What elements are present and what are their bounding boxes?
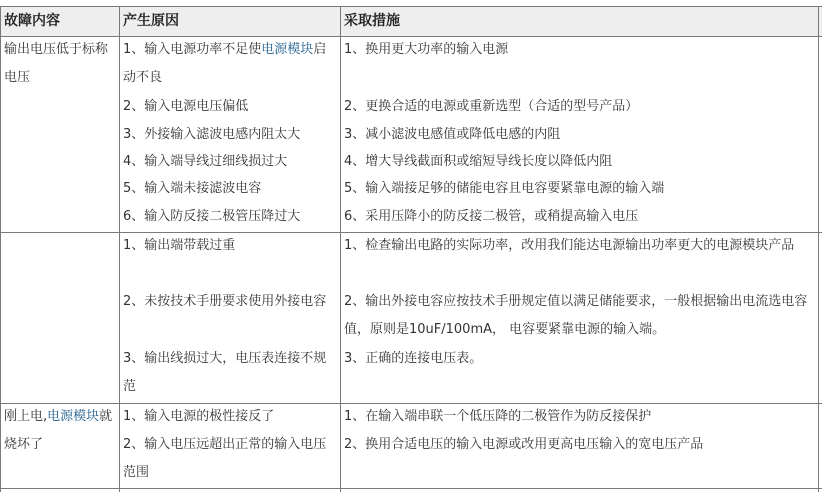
action-cell: 1、在输入端串联一个低压降的二极管作为防反接保护 (344, 409, 652, 424)
cause-cell: 1、输出端带载过重 (123, 238, 236, 253)
action-cell: 2、更换合适的电源或重新选型（合适的型号产品） (344, 99, 639, 114)
header-cause: 产生原因 (123, 13, 179, 29)
table-border (818, 6, 819, 492)
cause-cell: 2、输入电压远超出正常的输入电压范围 (123, 437, 327, 480)
power-module-link[interactable]: 电源模块 (47, 409, 100, 424)
fault-cell (4, 403, 116, 459)
action-cell: 1、换用更大功率的输入电源 (344, 42, 509, 57)
table-border (0, 6, 1, 492)
cause-text: 1、输入电源功率不足使 (123, 42, 262, 57)
cause-cell (123, 36, 339, 92)
table-border (119, 6, 120, 492)
cause-cell: 2、未按技术手册要求使用外接电容 (123, 294, 327, 309)
cause-cell: 3、输出线损过大，电压表连接不规范 (123, 351, 327, 394)
table-border (0, 488, 822, 489)
fault-text: 就烧坏了 (4, 409, 113, 452)
cause-text: 启动不良 (123, 42, 327, 85)
cause-cell: 3、外接输入滤波电感内阻太大 (123, 127, 301, 142)
action-cell: 5、输入端接足够的储能电容且电容要紧靠电源的输入端 (344, 181, 665, 196)
cause-cell: 5、输入端未接滤波电容 (123, 181, 262, 196)
cause-cell: 6、输入防反接二极管压降过大 (123, 209, 301, 224)
action-cell: 2、换用合适电压的输入电源或改用更高电压输入的宽电压产品 (344, 437, 704, 452)
action-cell: 1、检查输出电路的实际功率，改用我们能达电源输出功率更大的电源模块产品 (344, 238, 795, 253)
action-cell: 6、采用压降小的防反接二极管，或稍提高输入电压 (344, 209, 639, 224)
action-cell: 3、减小滤波电感值或降低电感的内阻 (344, 127, 561, 142)
action-cell: 3、正确的连接电压表。 (344, 351, 483, 366)
header-fault: 故障内容 (4, 13, 60, 29)
cause-cell: 2、输入电源电压偏低 (123, 99, 249, 114)
cause-cell: 4、输入端导线过细线损过大 (123, 154, 288, 169)
action-cell: 4、增大导线截面积或缩短导线长度以降低内阻 (344, 154, 613, 169)
fault-cell: 输出电压低于标称电压 (4, 42, 109, 85)
fault-text: 刚上电, (4, 409, 48, 424)
table-border (340, 6, 341, 492)
action-cell: 2、输出外接电容应按技术手册规定值以满足储能要求，一般根据输出电流选电容值，原则是10uF/100mA， 电容要紧靠电源的输入端。 (344, 294, 808, 337)
header-action: 采取措施 (344, 13, 400, 29)
power-module-link[interactable]: 电源模块 (261, 42, 314, 57)
cause-cell: 1、输入电源的极性接反了 (123, 409, 275, 424)
